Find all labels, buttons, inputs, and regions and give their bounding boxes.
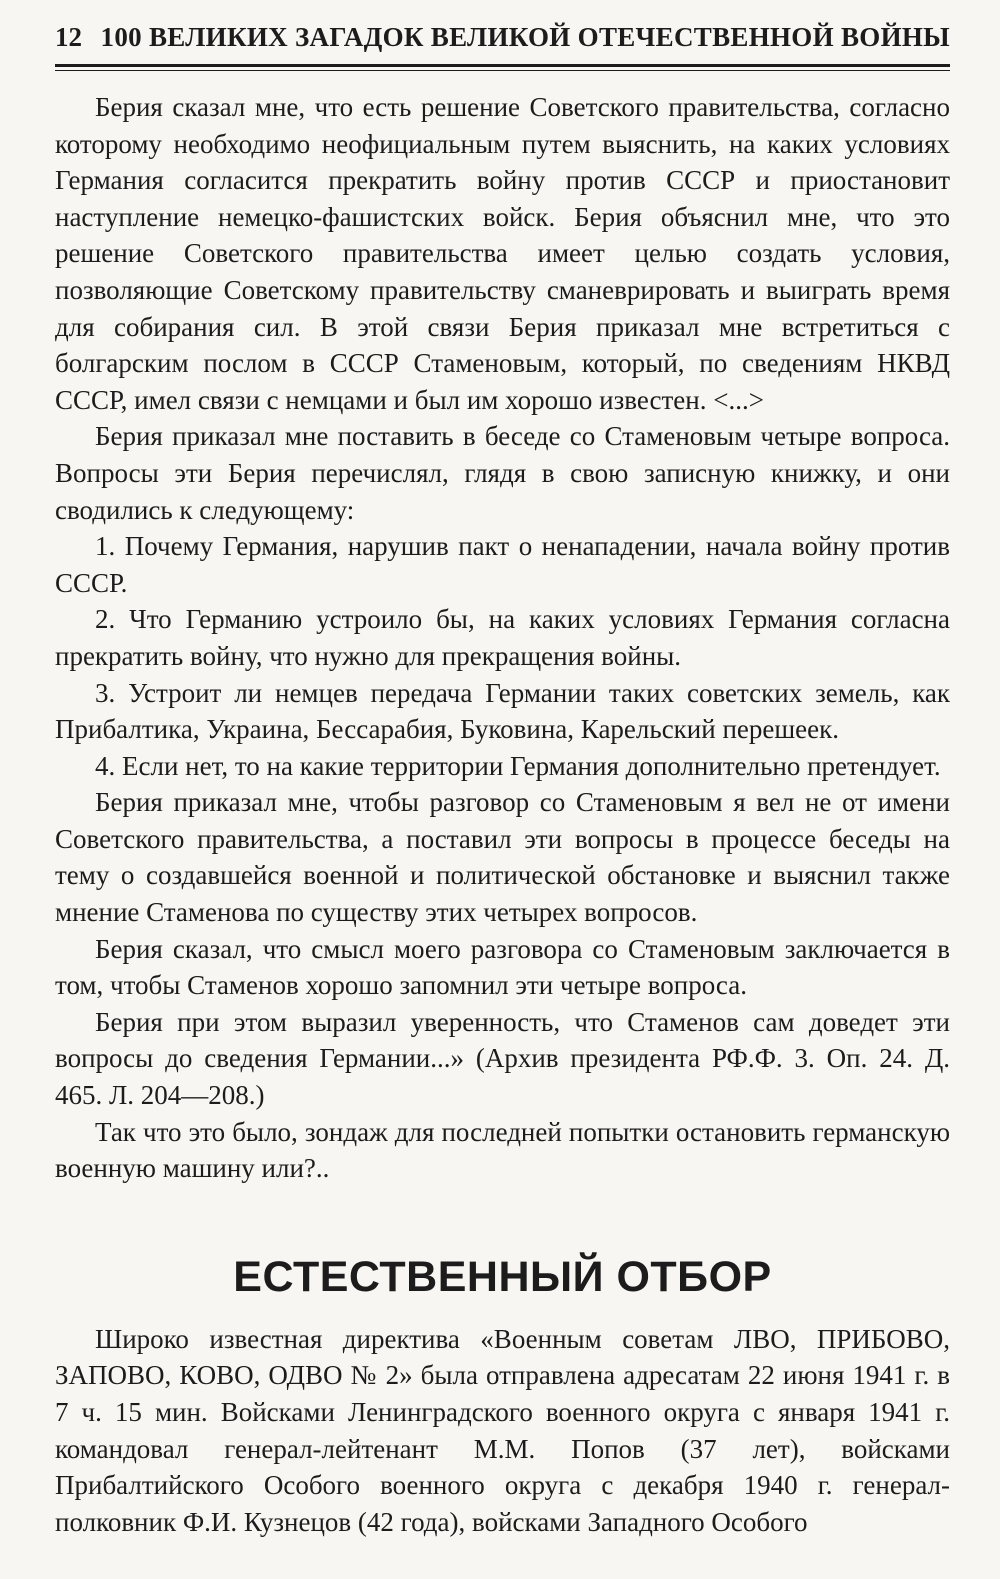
paragraph: Берия при этом выразил уверенность, что Стаменов сам доведет эти вопросы до сведения Германии...» (Архив президента РФ.Ф. 3. Оп. 24. Д. 465. Л. 204—208.): [55, 1006, 950, 1111]
book-page: [55, 22, 950, 1540]
paragraph: Так что это было, зондаж для последней попытки остановить германскую военную машину или?..: [55, 1116, 950, 1184]
section-title: ЕСТЕСТВЕННЫЙ ОТБОР: [233, 1252, 772, 1301]
running-title: 100 ВЕЛИКИХ ЗАГАДОК ВЕЛИКОЙ ОТЕЧЕСТВЕННОЙ ВОЙНЫ: [100, 22, 950, 52]
section-text: [55, 1321, 950, 1541]
paragraph: Берия сказал мне, что есть решение Советского правительства, согласно которому необходимо неофициальным путем выяснить, на каких условиях Германия согласится прекратить войну против СССР и приостановит наступление немецко-фашистских войск. Берия объяснил мне, что это решение Советского правительства имеет целью создать условия, позволяющие Советскому правительству сманеврировать и выиграть время для собирания сил. В этой связи Берия приказал мне встретиться с болгарским послом в СССР Стаменовым, который, по сведениям НКВД СССР, имел связи с немцами и был им хорошо известен. <...>: [55, 92, 950, 415]
body-text: [55, 89, 950, 1187]
paragraph: Берия сказал, что смысл моего разговора со Стаменовым заключается в том, чтобы Стаменов хорошо запомнил эти четыре вопроса.: [55, 933, 950, 1001]
page-header: [55, 22, 950, 62]
paragraph: Берия приказал мне, чтобы разговор со Стаменовым я вел не от имени Советского правительства, а поставил эти вопросы в процессе беседы на тему о создавшейся военной и политической обстановке и выяснил также мнение Стаменова по существу этих четырех вопросов.: [55, 787, 950, 928]
list-item: 3. Устроит ли немцев передача Германии таких советских земель, как Прибалтика, Украина, Бессарабия, Буковина, Карельский перешеек.: [55, 677, 950, 745]
header-rule: [55, 64, 950, 67]
paragraph: Широко известная директива «Военным советам ЛВО, ПРИБОВО, ЗАПОВО, КОВО, ОДВО № 2» была отправлена адресатам 22 июня 1941 г. в 7 ч. 15 мин. Войсками Ленинградского военного округа с января 1941 г. командовал генерал-лейтенант М.М. Попов (37 лет), войсками Прибалтийского Особого военного округа с декабря 1940 г. генерал-полковник Ф.И. Кузнецов (42 года), войсками Западного Особого: [55, 1323, 950, 1537]
paragraph: Берия приказал мне поставить в беседе со Стаменовым четыре вопроса. Вопросы эти Берия перечислял, глядя в свою записную книжку, и они сводились к следующему:: [55, 421, 950, 525]
list-item: 2. Что Германию устроило бы, на каких условиях Германия согласна прекратить войну, что нужно для прекращения войны.: [55, 604, 950, 671]
list-item: 1. Почему Германия, нарушив пакт о ненападении, начала войну против СССР.: [55, 531, 950, 598]
list-item: 4. Если нет, то на какие территории Германия дополнительно претендует.: [95, 750, 941, 781]
header-rule-thin: [55, 70, 950, 71]
page-number: 12: [55, 22, 82, 52]
